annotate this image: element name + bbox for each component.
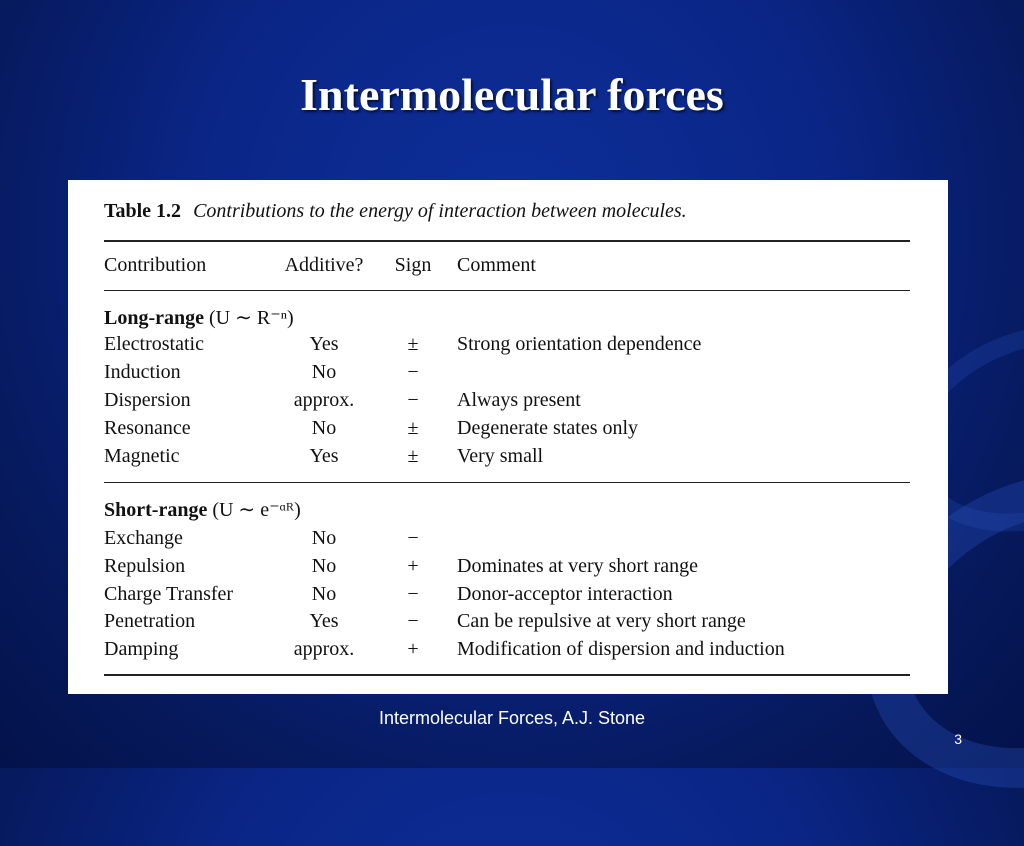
group-heading-long-range-text <box>104 304 294 332</box>
cell-sign: ± <box>407 417 419 439</box>
group-title: Short-range <box>104 499 208 521</box>
cell-additive: approx. <box>293 389 355 411</box>
cell-comment: Modification of dispersion and induction <box>457 638 785 660</box>
cell-comment: Strong orientation dependence <box>457 333 702 355</box>
cell-sign: − <box>407 583 419 605</box>
cell-contribution: Induction <box>104 361 181 383</box>
cell-contribution: Penetration <box>104 610 196 632</box>
cell-additive: No <box>311 361 337 383</box>
cell-additive: Yes <box>309 445 339 467</box>
slide-footer: Intermolecular Forces, A.J. Stone <box>378 708 646 728</box>
cell-additive: Yes <box>309 610 339 632</box>
group-heading-short-range <box>104 496 910 524</box>
cell-contribution: Charge Transfer <box>104 583 234 605</box>
cell-contribution: Electrostatic <box>104 333 204 355</box>
cell-additive: Yes <box>309 333 339 355</box>
group-formula: (U ∼ e⁻ᵅᴿ) <box>212 499 301 521</box>
cell-contribution: Damping <box>104 638 179 660</box>
cell-comment: Donor-acceptor interaction <box>457 583 673 605</box>
cell-contribution: Magnetic <box>104 445 180 467</box>
slide-title: Intermolecular forces <box>300 69 724 120</box>
cell-sign: − <box>407 361 419 383</box>
table-row <box>104 552 910 580</box>
cell-sign: ± <box>407 445 419 467</box>
cell-sign: − <box>407 389 419 411</box>
cell-comment: Degenerate states only <box>457 417 639 439</box>
cell-sign: − <box>407 527 419 549</box>
table-row <box>104 635 910 663</box>
group-heading-long-range <box>104 304 910 332</box>
table-header-row <box>104 251 910 279</box>
cell-comment: Always present <box>457 389 581 411</box>
cell-additive: No <box>311 417 337 439</box>
cell-contribution: Exchange <box>104 527 183 549</box>
table-top-rule <box>104 240 910 242</box>
cell-sign: + <box>407 638 419 660</box>
table-row <box>104 524 910 552</box>
cell-sign: ± <box>407 333 419 355</box>
header-additive: Additive? <box>284 254 364 276</box>
group-heading-short-range-text <box>104 496 301 524</box>
table-row <box>104 330 910 358</box>
header-comment: Comment <box>457 254 536 276</box>
cell-comment: Dominates at very short range <box>457 555 699 577</box>
header-rule <box>104 290 910 291</box>
page-number: 3 <box>954 731 962 747</box>
table-row <box>104 414 910 442</box>
cell-comment: Can be repulsive at very short range <box>457 610 746 632</box>
group-divider-rule <box>104 482 910 483</box>
cell-additive: No <box>311 583 337 605</box>
table-caption <box>104 200 687 223</box>
table-row <box>104 358 910 386</box>
table-row <box>104 607 910 635</box>
cell-contribution: Dispersion <box>104 389 191 411</box>
table-row <box>104 442 910 470</box>
table-caption-text: Contributions to the energy of interaction between molecules. <box>193 200 687 222</box>
table-bottom-rule <box>104 674 910 676</box>
cell-sign: − <box>407 610 419 632</box>
header-contribution: Contribution <box>104 254 207 276</box>
group-title: Long-range <box>104 307 204 329</box>
table-row <box>104 580 910 608</box>
cell-contribution: Repulsion <box>104 555 186 577</box>
cell-comment: Very small <box>457 445 544 467</box>
cell-additive: No <box>311 555 337 577</box>
cell-additive: No <box>311 527 337 549</box>
table-row <box>104 386 910 414</box>
table-label: Table 1.2 <box>104 200 182 222</box>
header-sign: Sign <box>394 254 432 276</box>
group-formula: (U ∼ R⁻ⁿ) <box>209 307 294 329</box>
cell-sign: + <box>407 555 419 577</box>
cell-additive: approx. <box>293 638 355 660</box>
cell-contribution: Resonance <box>104 417 191 439</box>
